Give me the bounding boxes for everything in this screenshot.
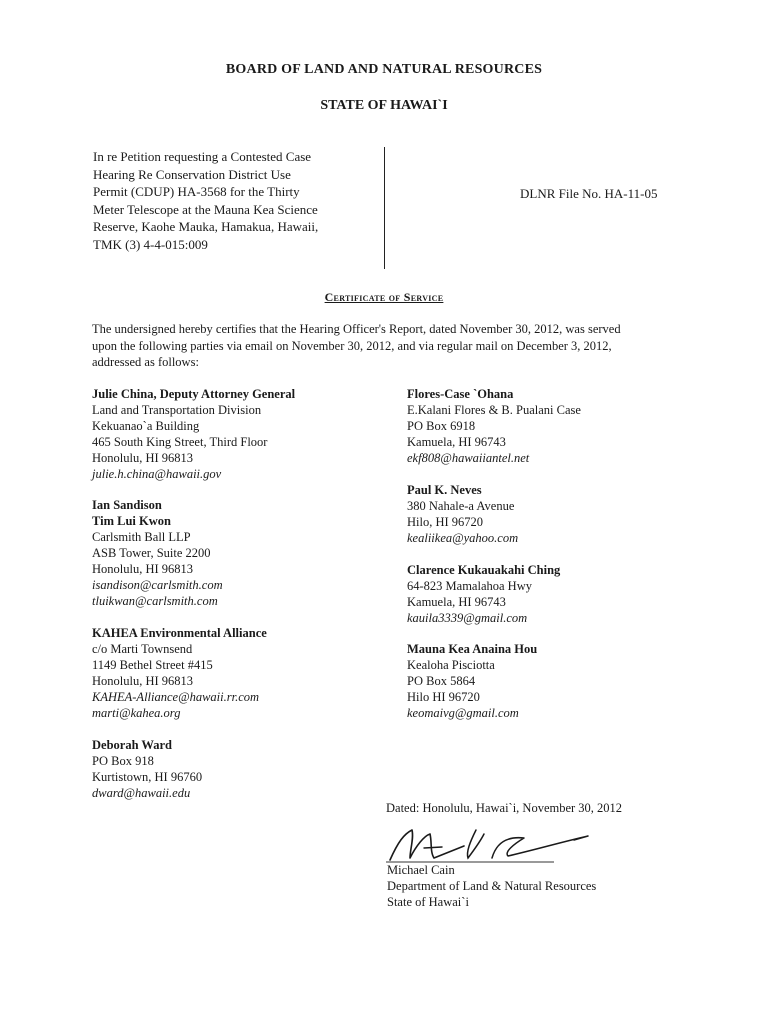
- caption-line: In re Petition requesting a Contested Case: [93, 149, 312, 164]
- certificate-line: The undersigned hereby certifies that the Hearing Officer's Report, dated November 30, 2012, was served: [92, 322, 621, 336]
- party-address-line: Kurtistown, HI 96760: [92, 770, 203, 784]
- case-caption: [93, 148, 373, 253]
- party-address-line: Carlsmith Ball LLP: [92, 530, 191, 544]
- party-address-line: ASB Tower, Suite 2200: [92, 546, 211, 560]
- signer-state: State of Hawai`i: [387, 895, 469, 909]
- party-address-line: PO Box 5864: [407, 674, 476, 688]
- party-name: Mauna Kea Anaina Hou: [407, 642, 538, 656]
- party-email: tluikwan@carlsmith.com: [92, 594, 218, 608]
- certificate-body: [92, 321, 692, 371]
- state-heading: STATE OF HAWAI`I: [320, 98, 448, 113]
- certificate-line: addressed as follows:: [92, 355, 199, 369]
- party-address-line: Land and Transportation Division: [92, 403, 262, 417]
- signer-block: [387, 862, 596, 910]
- party-name: Clarence Kukauakahi Ching: [407, 563, 561, 577]
- party-name: Julie China, Deputy Attorney General: [92, 387, 296, 401]
- certificate-line: upon the following parties via email on November 30, 2012, and via regular mail on December 3, 2012,: [92, 338, 612, 353]
- caption-line: Meter Telescope at the Mauna Kea Science: [93, 201, 318, 217]
- party-address-line: Kealoha Pisciotta: [407, 658, 495, 672]
- party-email: ekf808@hawaiiantel.net: [407, 451, 530, 465]
- board-heading: BOARD OF LAND AND NATURAL RESOURCES: [225, 62, 543, 77]
- party-address-line: Kamuela, HI 96743: [407, 435, 506, 449]
- party-mauna-kea-anaina-hou: [407, 641, 537, 721]
- party-address-line: 1149 Bethel Street #415: [92, 658, 213, 672]
- party-address-line: Hilo, HI 96720: [407, 515, 484, 529]
- party-name: Tim Lui Kwon: [92, 514, 171, 528]
- party-email: isandison@carlsmith.com: [92, 578, 223, 592]
- party-address-line: E.Kalani Flores & B. Pualani Case: [407, 403, 581, 417]
- party-address-line: 465 South King Street, Third Floor: [92, 435, 268, 449]
- party-address-line: 380 Nahale-a Avenue: [407, 499, 515, 513]
- party-julie-china: [92, 386, 295, 482]
- party-address-line: Kamuela, HI 96743: [407, 595, 506, 609]
- party-paul-neves: [407, 482, 518, 546]
- party-email: dward@hawaii.edu: [92, 786, 191, 800]
- signer-department: Department of Land & Natural Resources: [387, 879, 597, 893]
- party-email: KAHEA-Alliance@hawaii.rr.com: [92, 690, 260, 704]
- party-clarence-ching: [407, 562, 560, 626]
- party-address-line: c/o Marti Townsend: [92, 642, 193, 656]
- signer-name: Michael Cain: [387, 863, 455, 877]
- handwritten-signature: [384, 820, 594, 868]
- caption-line: Permit (CDUP) HA-3568 for the Thirty: [93, 184, 300, 199]
- party-address-line: Hilo HI 96720: [407, 690, 480, 704]
- party-address-line: 64-823 Mamalahoa Hwy: [407, 579, 532, 593]
- party-email: julie.h.china@hawaii.gov: [92, 467, 222, 481]
- party-name: Ian Sandison: [92, 498, 162, 512]
- party-name: Flores-Case `Ohana: [407, 387, 514, 401]
- party-name: Deborah Ward: [92, 738, 172, 752]
- party-email: kauila3339@gmail.com: [407, 611, 528, 625]
- party-flores-case: [407, 386, 581, 466]
- party-email: kealiikea@yahoo.com: [407, 531, 519, 545]
- party-email: keomaivg@gmail.com: [407, 706, 519, 720]
- certificate-title: Certificate of Service: [324, 290, 444, 304]
- file-number: DLNR File No. HA-11-05: [520, 186, 658, 201]
- party-deborah-ward: [92, 737, 202, 801]
- party-address-line: Honolulu, HI 96813: [92, 451, 194, 465]
- party-address-line: Honolulu, HI 96813: [92, 562, 194, 576]
- caption-line: TMK (3) 4-4-015:009: [93, 236, 208, 252]
- caption-divider: [384, 147, 385, 269]
- party-address-line: Kekuanao`a Building: [92, 419, 200, 433]
- caption-line: Reserve, Kaohe Mauka, Hamakua, Hawaii,: [93, 219, 319, 234]
- caption-line: Hearing Re Conservation District Use: [93, 166, 291, 182]
- party-address-line: PO Box 6918: [407, 419, 476, 433]
- party-name: Paul K. Neves: [407, 483, 482, 497]
- party-carlsmith: [92, 497, 223, 609]
- dated-line: Dated: Honolulu, Hawai`i, November 30, 2012: [386, 801, 623, 815]
- party-name: KAHEA Environmental Alliance: [92, 626, 267, 640]
- party-email: marti@kahea.org: [92, 706, 181, 720]
- party-address-line: Honolulu, HI 96813: [92, 674, 194, 688]
- party-kahea: [92, 625, 267, 721]
- party-address-line: PO Box 918: [92, 754, 154, 768]
